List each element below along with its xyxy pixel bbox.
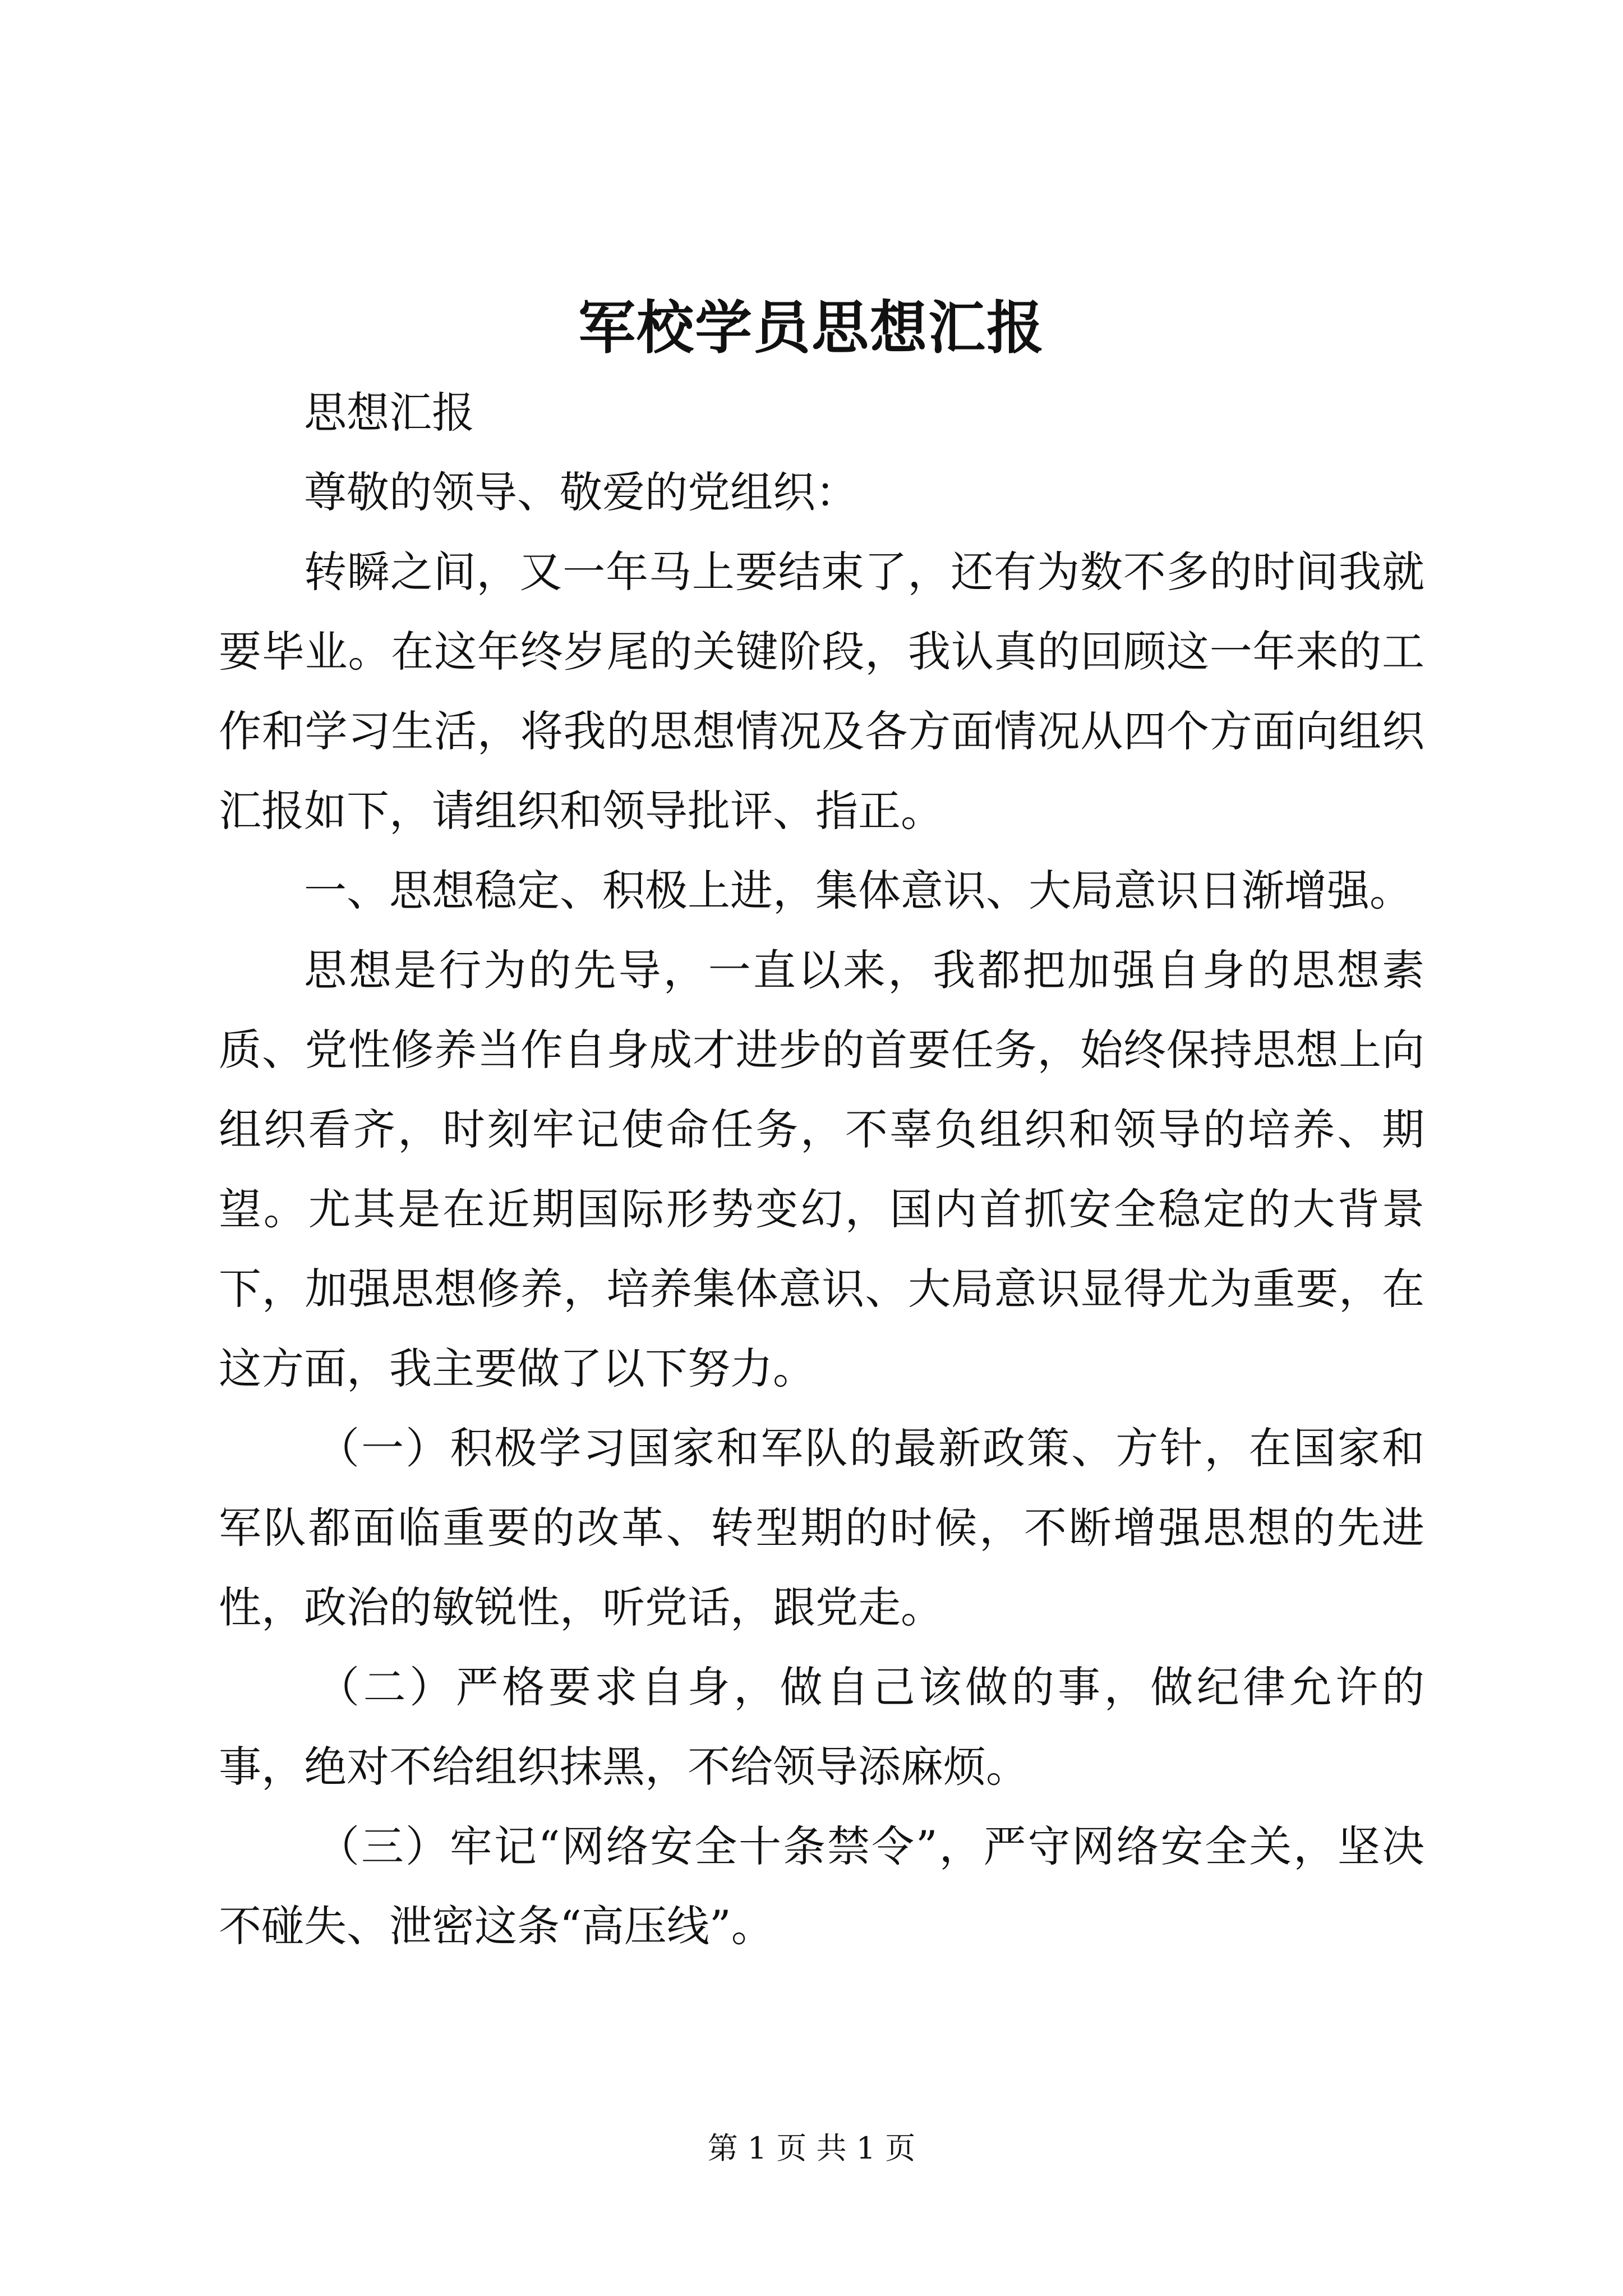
document-title: 军校学员思想汇报 [578,295,1045,362]
paragraph-heading: 思想汇报 [304,388,474,438]
paragraph-item-two: （二）严格要求自身，做自己该做的事，做纪律允许的事，绝对不给组织抹黑，不给领导添麻烦。 [219,1662,1424,1792]
document-body [219,373,1424,1966]
paragraph-section-one-heading: 一、思想稳定、积极上进，集体意识、大局意识日渐增强。 [304,866,1412,915]
paragraph-salutation: 尊敬的领导、敬爱的党组织： [304,467,858,517]
page-number-footer: 第 1 页 共 1 页 [707,2131,916,2166]
paragraph-intro: 转瞬之间，又一年马上要结束了，还有为数不多的时间我就要毕业。在这年终岁尾的关键阶段，我认真的回顾这一年来的工作和学习生活，将我的思想情况及各方面情况从四个方面向组织汇报如下，请组织和领导批评、指正。 [219,547,1424,836]
paragraph-section-one-body: 思想是行为的先导，一直以来，我都把加强自身的思想素质、党性修养当作自身成才进步的首要任务，始终保持思想上向组织看齐，时刻牢记使命任务，不辜负组织和领导的培养、期望。尤其是在近期国际形势变幻，国内首抓安全稳定的大背景下，加强思想修养，培养集体意识、大局意识显得尤为重要，在这方面，我主要做了以下努力。 [219,945,1424,1393]
paragraph-item-one: （一）积极学习国家和军队的最新政策、方针，在国家和军队都面临重要的改革、转型期的时候，不断增强思想的先进性，政治的敏锐性，听党话，跟党走。 [219,1423,1424,1632]
paragraph-item-three: （三）牢记“网络安全十条禁令”，严守网络安全关，坚决不碰失、泄密这条“高压线”。 [219,1821,1424,1951]
